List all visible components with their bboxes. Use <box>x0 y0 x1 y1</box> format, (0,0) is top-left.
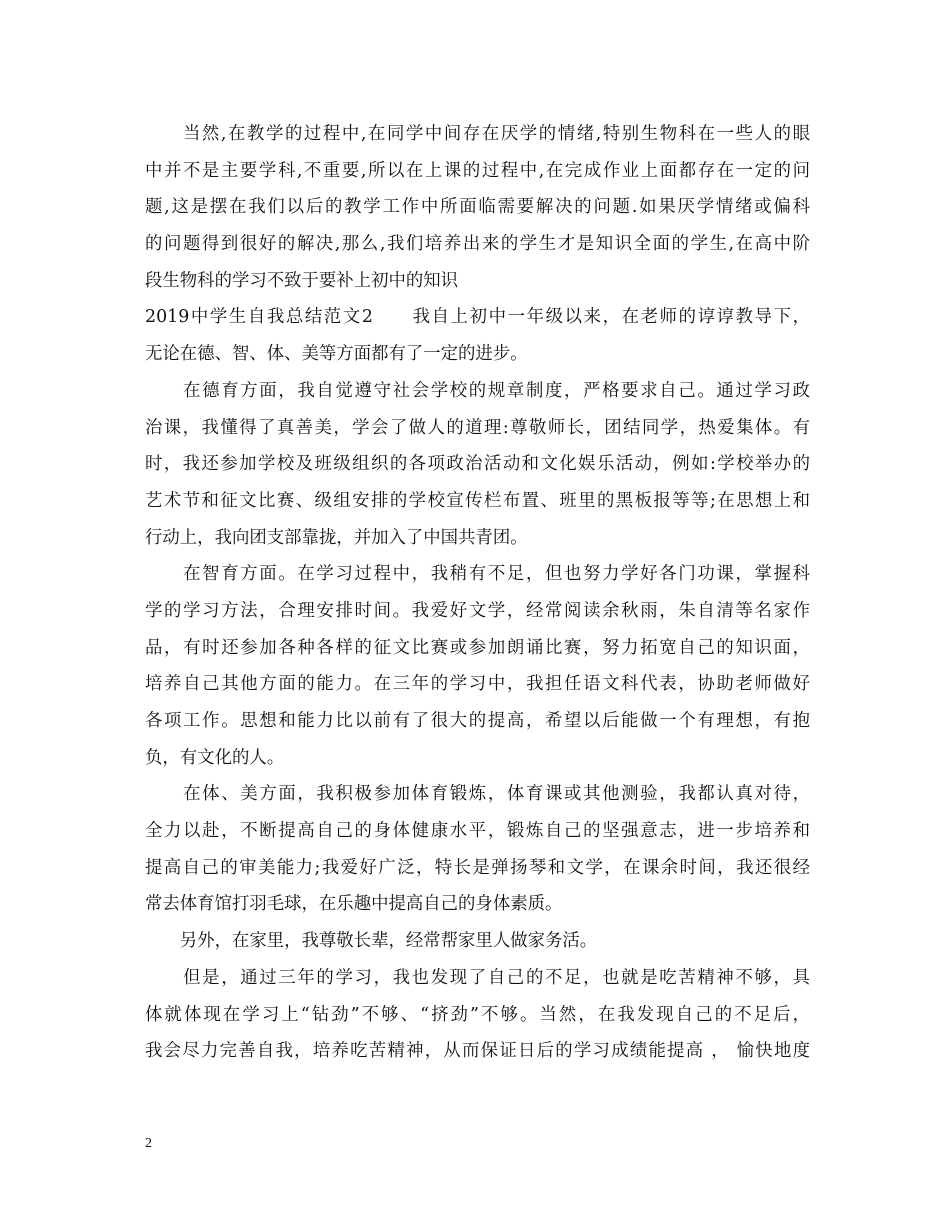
page-number: 2 <box>145 1136 152 1151</box>
text-line: 提高自己的审美能力;我爱好广泛，特长是弹扬琴和文学，在课余时间，我还很经 <box>145 857 810 878</box>
text-line: 题,这是摆在我们以后的教学工作中所面临需要解决的问题.如果厌学情绪或偏科 <box>145 197 810 218</box>
text-line: 在智育方面。在学习过程中，我稍有不足，但也努力学好各门功课，掌握科 <box>145 564 810 585</box>
text-line: 负，有文化的人。 <box>145 747 285 768</box>
text-line: 另外，在家里，我尊敬长辈，经常帮家里人做家务活。 <box>145 931 598 952</box>
text-line: 在体、美方面，我积极参加体育锻炼，体育课或其他测验，我都认真对待， <box>145 784 810 805</box>
text-line: 当然,在教学的过程中,在同学中间存在厌学的情绪,特别生物科在一些人的眼 <box>145 124 810 144</box>
text-line: 2019中学生自我总结范文2 我自上初中一年级以来，在老师的谆谆教导下， <box>145 307 810 328</box>
text-line: 的问题得到很好的解决,那么,我们培养出来的学生才是知识全面的学生,在高中阶 <box>145 234 810 255</box>
text-line: 在德育方面，我自觉遵守社会学校的规章制度，严格要求自己。通过学习政 <box>145 380 810 401</box>
text-line: 培养自己其他方面的能力。在三年的学习中，我担任语文科代表，协助老师做好 <box>145 674 810 695</box>
text-line: 学的学习方法，合理安排时间。我爱好文学，经常阅读余秋雨，朱自清等名家作 <box>145 600 810 621</box>
text-line: 行动上，我向团支部靠拢，并加入了中国共青团。 <box>145 527 528 548</box>
text-line: 时，我还参加学校及班级组织的各项政治活动和文化娱乐活动，例如:学校举办的 <box>145 454 810 475</box>
text-line: 段生物科的学习不致于要补上初中的知识 <box>145 270 459 291</box>
text-line: 但是，通过三年的学习，我也发现了自己的不足，也就是吃苦精神不够，具 <box>145 967 810 988</box>
text-line: 我会尽力完善自我，培养吃苦精神，从而保证日后的学习成绩能提高 ， 愉快地度 <box>145 1041 810 1062</box>
text-line: 艺术节和征文比赛、级组安排的学校宣传栏布置、班里的黑板报等等;在思想上和 <box>145 490 810 511</box>
text-line: 常去体育馆打羽毛球，在乐趣中提高自己的身体素质。 <box>145 894 563 915</box>
body-text <box>145 116 810 1070</box>
text-line: 体就体现在学习上“钻劲”不够、“挤劲”不够。当然，在我发现自己的不足后， <box>145 1004 810 1025</box>
text-line: 各项工作。思想和能力比以前有了很大的提高，希望以后能做一个有理想，有抱 <box>145 711 810 731</box>
text-line: 治课，我懂得了真善美，学会了做人的道理:尊敬师长，团结同学，热爱集体。有 <box>145 417 810 438</box>
text-line: 全力以赴，不断提高自己的身体健康水平，锻炼自己的坚强意志，进一步培养和 <box>145 821 810 842</box>
text-line: 中并不是主要学科,不重要,所以在上课的过程中,在完成作业上面都存在一定的问 <box>145 160 810 181</box>
text-line: 品，有时还参加各种各样的征文比赛或参加朗诵比赛，努力拓宽自己的知识面， <box>145 637 810 658</box>
text-line: 无论在德、智、体、美等方面都有了一定的进步。 <box>145 344 528 365</box>
